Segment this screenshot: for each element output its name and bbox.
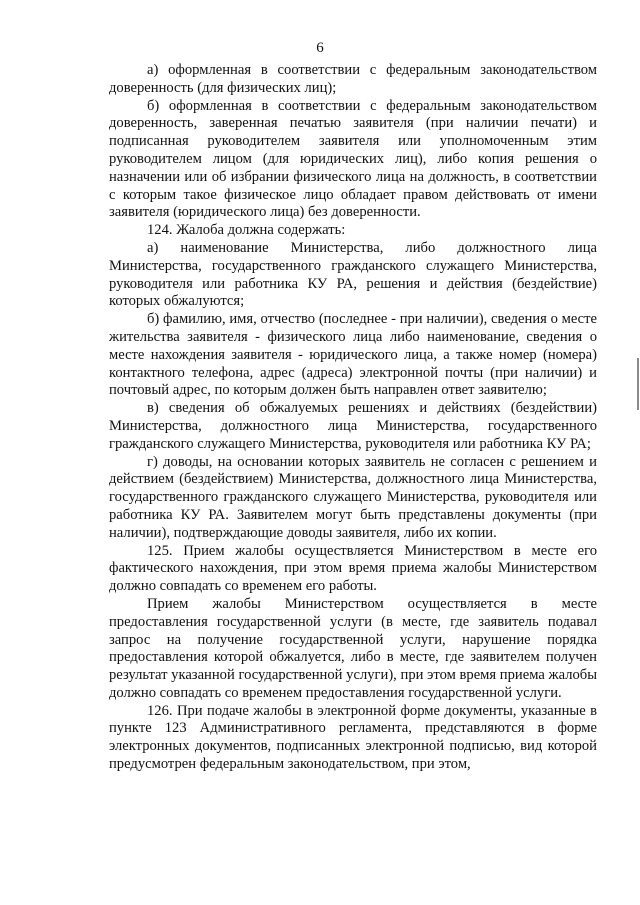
paragraph-124-g: г) доводы, на основании которых заявитель не согласен с решением и действием (бездействием) Министерства, должностного лица Министерства, государственного гражданского служащего Министерства, руководителя или работника КУ РА. Заявителем могут быть представлены документы (при наличии), подтверждающие доводы заявителя, либо их копии. <box>109 453 597 541</box>
paragraph-a-individuals: а) оформленная в соответствии с федеральным законодательством доверенность (для физических лиц); <box>109 62 597 96</box>
paragraph-124-v: в) сведения об обжалуемых решениях и действиях (бездействии) Министерства, должностного лица Министерства, государственного гражданского служащего Министерства, руководителя или работника КУ РА; <box>109 400 597 452</box>
paragraph-125: 125. Прием жалобы осуществляется Министерством в месте его фактического нахождения, при этом время приема жалобы Министерством должно совпадать со временем его работы. <box>109 542 597 595</box>
page-number: 6 <box>316 40 324 56</box>
paragraph-124-b: б) фамилию, имя, отчество (последнее - при наличии), сведения о месте жительства заявителя - физического лица либо наименование, сведения о месте нахождения заявителя - юридического лица, а также номер (номера) контактного телефона, адрес (адреса) электронной почты (при наличии) и почтовый адрес, по которым должен быть направлен ответ заявителю; <box>109 311 597 399</box>
page-edge-mark <box>637 358 639 410</box>
document-body <box>109 62 597 774</box>
paragraph-124-a: а) наименование Министерства, либо должностного лица Министерства, государственного гражданского служащего Министерства, руководителя или работника КУ РА, решения и действия (бездействие) которых обжалуются; <box>109 239 597 310</box>
paragraph-125-reception: Прием жалобы Министерством осуществляется в месте предоставления государственной услуги (в месте, где заявитель подавал запрос на получение государственной услуги, нарушение порядка предоставления которой обжалуется, либо в месте, где заявителем получен результат указанной государственной услуги), при этом время приема жалобы должно совпадать со временем предоставления государственной услуги. <box>109 595 597 701</box>
paragraph-124-heading: 124. Жалоба должна содержать: <box>147 222 346 239</box>
paragraph-126: 126. При подаче жалобы в электронной форме документы, указанные в пункте 123 Административного регламента, представляются в форме электронных документов, подписанных электронной подписью, вид которой предусмотрен федеральным законодательством, при этом, <box>109 702 597 773</box>
paragraph-b-legal-entities: б) оформленная в соответствии с федеральным законодательством доверенность, заверенная печатью заявителя (при наличии печати) и подписанная руководителем заявителя или уполномоченным этим руководителем лицом (для юридических лиц), либо копия решения о назначении или об избрании физического лица на должность, в соответствии с которым такое физическое лицо обладает правом действовать от имени заявителя (юридического лица) без доверенности. <box>109 97 597 221</box>
